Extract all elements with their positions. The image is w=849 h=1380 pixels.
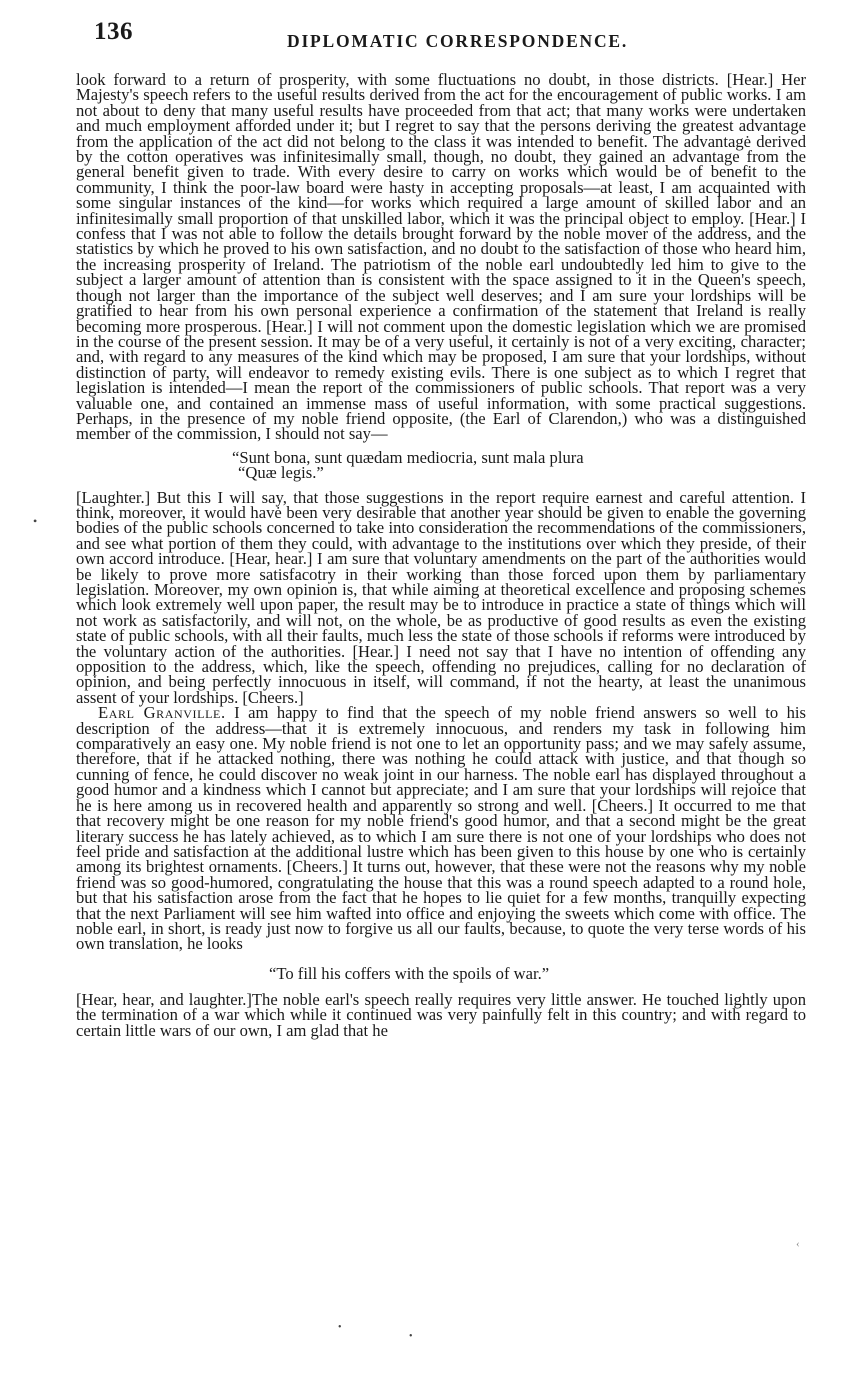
body-text (76, 72, 806, 1038)
translation-quotation: “To fill his coffers with the spoils of war.” (269, 963, 550, 983)
speaker-name: Earl Granville. (98, 703, 226, 723)
margin-speck: • (33, 514, 38, 528)
paragraph-1: look forward to a return of prosperity, with some fluctuations no doubt, in those districts. [Hear.] Her Majesty's speech refers to the useful results derived from the act for the encouragement of public works. I am not about to deny that many useful results have proceeded from that act; that many works were undertaken and much employment afforded under it; but I regret to say that the persons deriving the greatest advantage from the application of the act did not belong to the class it was intended to benefit. The advantagė derived by the cotton operatives was infinitesimally small, though, no doubt, they gained an advantage from the general benefit given to trade. With every desire to carry on works which would be of benefit to the community, I think the poor-law board were hasty in accepting proposals—at least, I am acquainted with some singular instances of the kind—for works which required a large amount of skilled labor and an infinitesimally small proportion of that unskilled labor, which it was the principal object to employ. [Hear.] I confess that I was not able to follow the details brought forward by the noble mover of the address, and the statistics by which he proved to his own satisfaction, and no doubt to the satisfaction of those who heard him, the increasing prosperity of Ireland. The patriotism of the noble earl undoubtedly led him to give to the subject a larger amount of attention than is consistent with the space assigned to it in the Queen's speech, though not larger than the importance of the subject well deserves; and I am sure your lordships will be gratified to hear from his own personal experience a confirmation of the statement that Ireland is really becoming more prosperous. [Hear.] I will not comment upon the domestic legislation which we are promised in the course of the present session. It may be of a very useful, it certainly is not of a very exciting, character; and, with regard to any measures of the kind which may be proposed, I am sure that your lordships, without distinction of party, will endeavor to remedy existing evils. There is one subject as to which I regret that legislation is intended—I mean the report of the commissioners of public schools. That report was a very valuable one, and contained an immense mass of useful information, with some practical suggestions. Perhaps, in the presence of my noble friend opposite, (the Earl of Clarendon,) who was a distinguished member of the commission, I should not say— (76, 70, 806, 444)
quotation-line-2: “Quæ legis.” (238, 463, 324, 483)
scan-speck: • (338, 1322, 342, 1333)
paragraph-2: [Laughter.] But this I will say, that those suggestions in the report require earnest and careful attention. I think, moreover, it would havė been very desirable that another year should be given to enable the governing bodies of the public schools concerned to take into consideration the recommendations of the commissioners, and see what portion of them they could, with advantage to the institutions over which they preside, of their own accord introduce. [Hear, hear.] I am sure that voluntary amendments on the part of the authorities would be likely to prove more satisfacotry in their working than those forced upon them by parliamentary legislation. Moreover, my own opinion is, that while aiming at theoretical excellence and proposing schemes which look extremely well upon paper, the result may be to introduce in practice a state of things which will not work as satisfactorily, and will not, on the whole, be as productive of good results as even the existing state of public schools, with all their faults, much less the state of those schools if reforms were introduced by the voluntary action of the authorities. [Hear.] I need not say that I have no intention of offending any opposition to the address, which, like the speech, offending no prejudices, calling for no declaration of opinion, and being perfectly innocuous in itself, will command, if not the hearty, at least the unanimous assent of your lordships. [Cheers.] (76, 487, 806, 707)
paragraph-4: [Hear, hear, and laughter.]The noble earl's speech really requires very little answer. He touched lightly upon the termination of a war which while it continued was very painfully felt in this country; and with regard to certain little wars of our own, I am glad that he (76, 989, 806, 1040)
paragraph-3-text: I am happy to find that the speech of my noble friend answers so well to his description of the address—that it is extremely innocuous, and renders my task in following him comparatively an easy one. My noble friend is not one to let an opportunity pass; and we may safely assume, therefore, that if he attacked nothing, there was nothing he could attack with justice, and that though so cunning of fence, he could discover no weak joint in our harness. The noble earl has displayed throughout a good humor and a kindness which I cannot but appreciate; and I am sure that your lordships will rejoice that he is here among us in recovered health and apparently so strong and well. [Cheers.] It occurred to me that that recovery might be one reason for my noble friend's good humor, and that a second might be the great literary success he has lately achieved, as to which I am sure there is not one of your lordships who does not feel pride and satisfaction at the additional lustre which has been given to this house by one who is certainly among its brightest ornaments. [Cheers.] It turns out, however, that these were not the reasons why my noble friend was so good-humored, congratulating the house that this was a round speech adapted to a round hole, but that his satisfaction arose from the fact that he hopes to lie quiet for a few months, tranquilly expecting that the next Parliament will see him wafted into office and enjoying the sweets which come with office. The noble earl, in short, is ready just now to forgive us all our faults, because, to quote the very terse words of his own translation, he looks (76, 703, 807, 954)
latin-quotation (232, 447, 806, 483)
paragraph-3 (76, 705, 806, 952)
margin-speck: ‹ (796, 1238, 800, 1250)
page-header (92, 14, 812, 54)
quotation-line-1: “Sunt bona, sunt quædam mediocria, sunt mala plura (232, 447, 584, 467)
scan-speck: • (409, 1331, 413, 1342)
running-title: DIPLOMATIC CORRESPONDENCE. (287, 31, 629, 51)
page-number: 136 (94, 18, 133, 45)
